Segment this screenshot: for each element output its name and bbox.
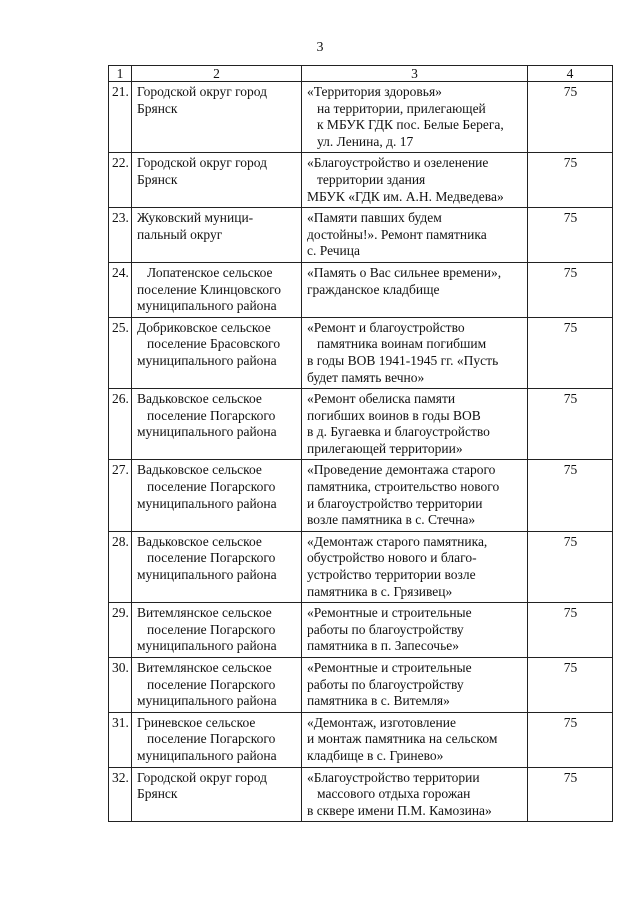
municipality-line: Гриневское сельское — [137, 714, 256, 730]
municipality-line: Городской округ город — [137, 769, 268, 785]
amount-cell: 75 — [528, 208, 613, 263]
table-row — [109, 712, 613, 767]
municipality-line: Лопатенское сельское — [147, 264, 273, 280]
project-line: «Территория здоровья» — [307, 84, 442, 99]
municipality-cell — [132, 208, 302, 263]
municipality-cell — [132, 603, 302, 658]
project-line: памятника воинам погибшим — [317, 336, 487, 352]
municipality-line: поселение Брасовского — [147, 336, 281, 352]
municipality-line: муниципального района — [137, 495, 277, 511]
table-row — [109, 317, 613, 388]
header-col-4: 4 — [528, 66, 613, 82]
amount-cell: 75 — [528, 712, 613, 767]
project-line: кладбище в с. Гринево» — [307, 747, 444, 763]
project-cell — [302, 262, 528, 317]
header-col-2: 2 — [132, 66, 302, 82]
row-number: 27. — [109, 460, 132, 531]
municipality-line: Вадьковское сельское — [137, 391, 262, 407]
project-cell — [302, 603, 528, 658]
amount-cell: 75 — [528, 317, 613, 388]
municipality-line: Витемлянское сельское — [137, 660, 272, 675]
project-cell — [302, 531, 528, 602]
municipality-line: Городской округ город — [137, 155, 268, 171]
project-line: «Памяти павших будем — [307, 210, 442, 226]
table-row — [109, 208, 613, 263]
municipality-cell — [132, 82, 302, 153]
table-row — [109, 153, 613, 208]
amount-cell: 75 — [528, 531, 613, 602]
project-line: устройство территории возле — [307, 567, 476, 583]
project-line: «Ремонтные и строительные — [307, 660, 472, 675]
municipality-line: Брянск — [137, 100, 178, 116]
amount-cell: 75 — [528, 82, 613, 153]
municipality-cell — [132, 658, 302, 713]
amount-cell: 75 — [528, 460, 613, 531]
row-number: 31. — [109, 712, 132, 767]
municipality-cell — [132, 153, 302, 208]
project-line: «Демонтаж, изготовление — [307, 714, 456, 730]
municipality-line: муниципального района — [137, 747, 277, 763]
table-row — [109, 389, 613, 460]
table-header — [109, 66, 613, 82]
project-line: работы по благоустройству — [307, 621, 464, 637]
municipality-line: поселение Погарского — [147, 621, 276, 637]
project-line: «Ремонт и благоустройство — [307, 319, 465, 335]
municipality-cell — [132, 389, 302, 460]
row-number: 32. — [109, 767, 132, 822]
row-number: 24. — [109, 262, 132, 317]
project-line: на территории, прилегающей — [317, 100, 486, 116]
table-row — [109, 658, 613, 713]
project-line: ул. Ленина, д. 17 — [317, 133, 414, 149]
municipality-line: муниципального района — [137, 298, 277, 314]
municipality-line: муниципального района — [137, 352, 277, 368]
table-row — [109, 460, 613, 531]
project-cell — [302, 208, 528, 263]
project-line: к МБУК ГДК пос. Белые Берега, — [317, 117, 504, 133]
project-cell — [302, 767, 528, 822]
table-row — [109, 603, 613, 658]
municipality-line: поселение Погарского — [147, 407, 276, 423]
project-line: «Проведение демонтажа старого — [307, 462, 496, 478]
municipality-cell — [132, 317, 302, 388]
table-body — [109, 82, 613, 822]
table-row — [109, 767, 613, 822]
municipality-line: муниципального района — [137, 567, 277, 583]
municipality-line: поселение Погарского — [147, 731, 276, 747]
page-number: 3 — [316, 40, 324, 55]
project-line: и благоустройство территории — [307, 495, 483, 511]
row-number: 23. — [109, 208, 132, 263]
project-line: «Благоустройство и озеленение — [307, 155, 489, 171]
project-line: в д. Бугаевка и благоустройство — [307, 424, 490, 440]
amount-cell: 75 — [528, 153, 613, 208]
municipality-cell — [132, 712, 302, 767]
municipality-line: Брянск — [137, 171, 178, 187]
municipality-cell — [132, 531, 302, 602]
project-line: «Демонтаж старого памятника, — [307, 533, 488, 549]
project-line: памятника в с. Грязивец» — [307, 583, 453, 599]
amount-cell: 75 — [528, 389, 613, 460]
row-number: 21. — [109, 82, 132, 153]
project-line: памятника, строительство нового — [307, 479, 500, 495]
table-row — [109, 82, 613, 153]
municipality-line: Брянск — [137, 786, 178, 802]
project-line: «Ремонтные и строительные — [307, 605, 472, 621]
project-line: «Благоустройство территории — [307, 769, 480, 785]
municipality-line: поселение Клинцовского — [137, 281, 282, 297]
amount-cell: 75 — [528, 603, 613, 658]
row-number: 28. — [109, 531, 132, 602]
municipality-line: Городской округ город — [137, 84, 268, 99]
project-cell — [302, 317, 528, 388]
municipality-line: муниципального района — [137, 424, 277, 440]
project-line: «Память о Вас сильнее времени», — [307, 264, 502, 280]
municipality-line: Витемлянское сельское — [137, 605, 272, 621]
municipality-cell — [132, 262, 302, 317]
project-line: достойны!». Ремонт памятника — [307, 226, 487, 242]
header-row — [109, 66, 613, 82]
row-number: 25. — [109, 317, 132, 388]
project-line: территории здания — [317, 171, 426, 187]
municipality-line: Вадьковское сельское — [137, 533, 262, 549]
header-col-3: 3 — [302, 66, 528, 82]
municipality-line: поселение Погарского — [147, 550, 276, 566]
table-row — [109, 262, 613, 317]
project-line: и монтаж памятника на сельском — [307, 731, 498, 747]
project-line: памятника в п. Запесочье» — [307, 638, 459, 654]
row-number: 22. — [109, 153, 132, 208]
project-line: «Ремонт обелиска памяти — [307, 391, 456, 407]
row-number: 29. — [109, 603, 132, 658]
project-cell — [302, 82, 528, 153]
amount-cell: 75 — [528, 262, 613, 317]
project-line: прилегающей территории» — [307, 440, 463, 456]
project-line: памятника в с. Витемля» — [307, 693, 450, 709]
project-cell — [302, 658, 528, 713]
project-line: обустройство нового и благо- — [307, 550, 477, 566]
header-col-1: 1 — [109, 66, 132, 82]
project-line: с. Речица — [307, 243, 360, 259]
municipality-line: пальный округ — [137, 226, 223, 242]
project-line: гражданское кладбище — [307, 281, 440, 297]
table-row — [109, 531, 613, 602]
project-line: массового отдыха горожан — [317, 786, 471, 802]
project-line: погибших воинов в годы ВОВ — [307, 407, 481, 423]
project-cell — [302, 460, 528, 531]
municipality-line: Жуковский муници- — [137, 210, 254, 226]
project-line: в годы ВОВ 1941-1945 гг. «Пусть — [307, 352, 499, 368]
municipality-cell — [132, 767, 302, 822]
project-cell — [302, 712, 528, 767]
municipality-line: поселение Погарского — [147, 676, 276, 692]
municipality-line: муниципального района — [137, 638, 277, 654]
municipality-cell — [132, 460, 302, 531]
row-number: 30. — [109, 658, 132, 713]
project-cell — [302, 153, 528, 208]
amount-cell: 75 — [528, 658, 613, 713]
project-line: работы по благоустройству — [307, 676, 464, 692]
row-number: 26. — [109, 389, 132, 460]
project-line: возле памятника в с. Стечна» — [307, 512, 476, 528]
municipality-line: Вадьковское сельское — [137, 462, 262, 478]
municipality-line: поселение Погарского — [147, 479, 276, 495]
projects-table — [108, 65, 613, 822]
project-cell — [302, 389, 528, 460]
municipality-line: муниципального района — [137, 693, 277, 709]
municipality-line: Добриковское сельское — [137, 319, 271, 335]
project-line: будет память вечно» — [307, 369, 425, 385]
amount-cell: 75 — [528, 767, 613, 822]
project-line: МБУК «ГДК им. А.Н. Медведева» — [307, 188, 504, 204]
project-line: в сквере имени П.М. Камозина» — [307, 802, 492, 818]
